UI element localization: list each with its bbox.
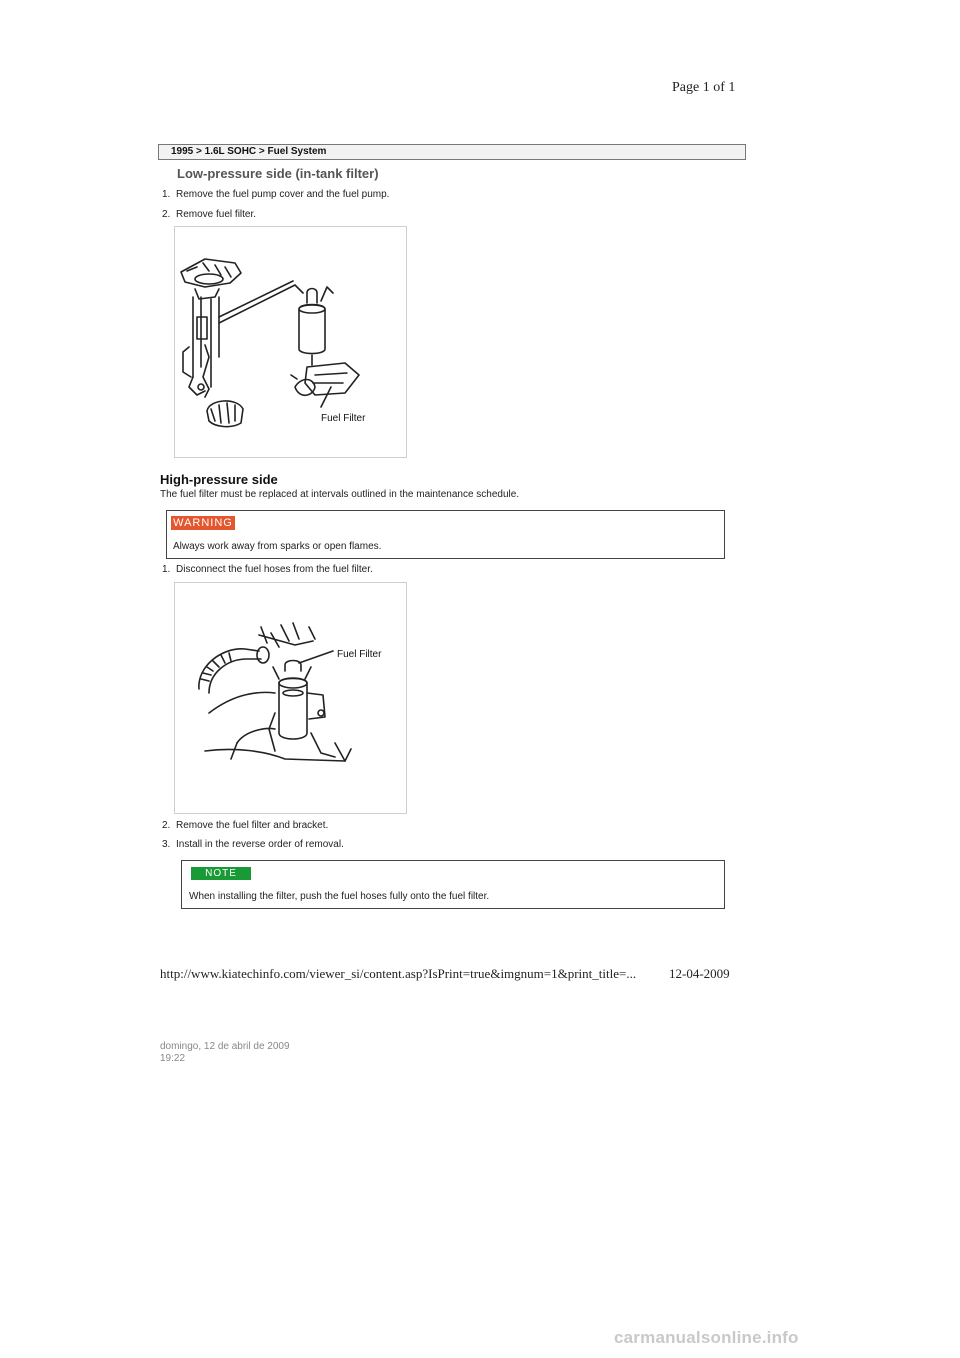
note-box — [181, 860, 725, 909]
note-badge: NOTE — [191, 867, 251, 880]
step-number: 2. — [162, 820, 171, 831]
step-item — [162, 209, 256, 220]
fuel-pump-diagram — [174, 226, 407, 458]
figure-label: Fuel Filter — [337, 649, 382, 660]
step-item — [162, 839, 344, 850]
step-number: 3. — [162, 839, 171, 850]
fuel-filter-illustration — [175, 583, 406, 813]
warning-badge: WARNING — [171, 516, 235, 530]
timestamp-time: 19:22 — [160, 1053, 186, 1064]
step-item — [162, 820, 328, 831]
step-text: Disconnect the fuel hoses from the fuel filter. — [176, 564, 373, 575]
warning-text: Always work away from sparks or open flames. — [173, 541, 382, 552]
print-date: 12-04-2009 — [669, 966, 730, 981]
breadcrumb: 1995 > 1.6L SOHC > Fuel System — [158, 144, 746, 160]
section-title-high-pressure: High-pressure side — [160, 472, 278, 487]
fuel-pump-illustration — [175, 227, 406, 457]
page-number: Page 1 of 1 — [672, 80, 736, 95]
note-text: When installing the filter, push the fuel hoses fully onto the fuel filter. — [189, 891, 490, 902]
source-url: http://www.kiatechinfo.com/viewer_si/content.asp?IsPrint=true&imgnum=1&print_title=... — [160, 966, 637, 981]
step-number: 2. — [162, 209, 171, 220]
watermark-logo: carmanualsonline.info — [614, 1328, 799, 1347]
section-title-low-pressure: Low-pressure side (in-tank filter) — [177, 166, 379, 181]
figure-label: Fuel Filter — [321, 413, 366, 424]
timestamp-date: domingo, 12 de abril de 2009 — [160, 1041, 290, 1052]
step-number: 1. — [162, 189, 171, 200]
high-pressure-intro: The fuel filter must be replaced at intervals outlined in the maintenance schedule. — [160, 489, 520, 500]
fuel-filter-diagram — [174, 582, 407, 814]
step-number: 1. — [162, 564, 171, 575]
warning-box — [166, 510, 725, 559]
step-item — [162, 189, 389, 200]
step-text: Remove the fuel pump cover and the fuel pump. — [176, 189, 390, 200]
step-text: Install in the reverse order of removal. — [176, 839, 344, 850]
step-text: Remove fuel filter. — [176, 209, 257, 220]
step-item — [162, 564, 373, 575]
step-text: Remove the fuel filter and bracket. — [176, 820, 329, 831]
